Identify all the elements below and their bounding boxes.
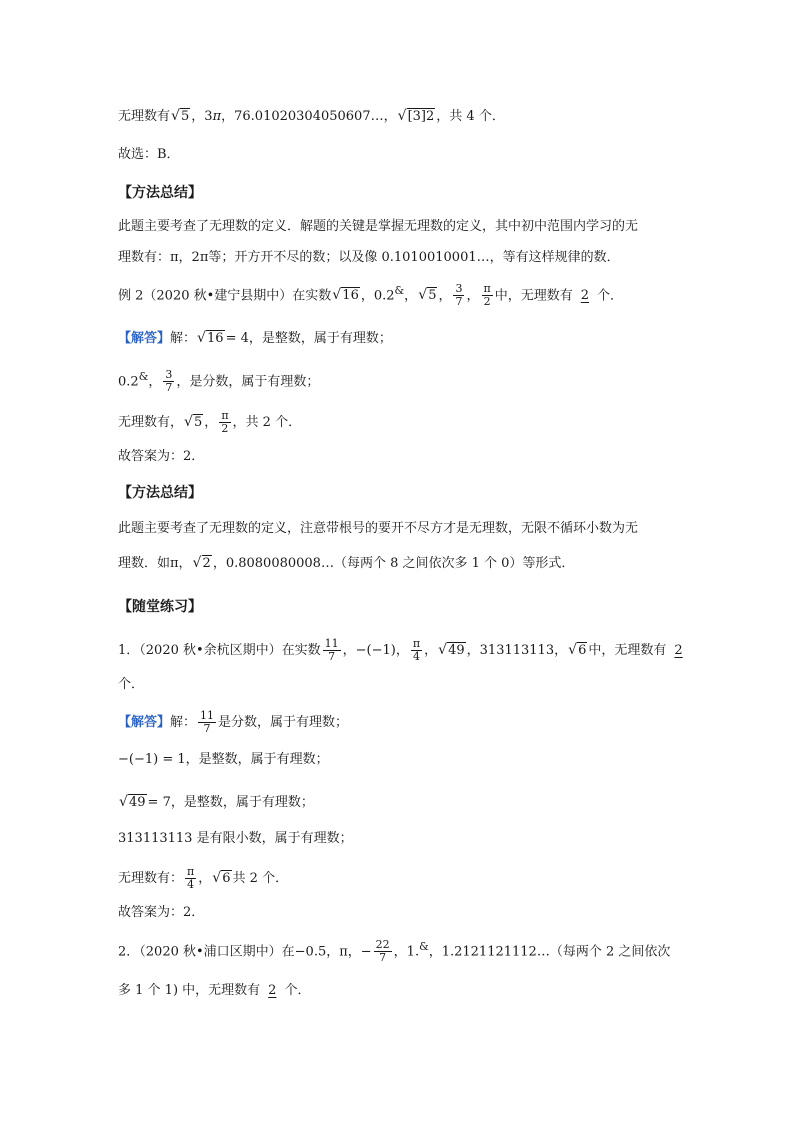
- paragraph-line: 理数有：π，2π等；开方开不尽的数；以及像 0.1010010001…，等有这样规律的数．: [118, 250, 620, 265]
- text: 是分数，属于有理数；: [218, 715, 349, 730]
- practice-question-2: [118, 938, 670, 964]
- solution-line: [118, 710, 348, 735]
- fraction: $\frac{\pi}{4}$: [187, 865, 195, 891]
- text: 无理数有，: [118, 415, 184, 430]
- sqrt-5: √ 5: [418, 287, 437, 305]
- sqrt-6: √ 6: [568, 642, 587, 660]
- section-heading-method-summary: 【方法总结】: [118, 185, 202, 201]
- section-heading-method-summary: 【方法总结】: [118, 485, 202, 501]
- solution-answer: 故答案为：2．: [118, 905, 205, 920]
- text: ，: [404, 288, 418, 304]
- fraction: $\frac{11}{7}$: [200, 709, 215, 735]
- sqrt-16: √ 16: [332, 287, 360, 305]
- text: 共 2 个．: [232, 871, 289, 886]
- sqrt-49: √ 49: [438, 642, 466, 660]
- practice-question-1: [118, 638, 691, 663]
- repeating-dot: &: [419, 940, 429, 953]
- text: ，−(−1)，: [342, 643, 409, 658]
- sqrt-49: √ 49: [119, 794, 147, 812]
- sqrt-2: √ 2: [193, 555, 212, 573]
- answer-blank: 2: [580, 288, 590, 304]
- fraction: $\frac{3}{7}$: [455, 282, 463, 309]
- solution-line: [118, 410, 301, 435]
- answer-blank: 2: [268, 983, 277, 998]
- text: ，共 4 个．: [436, 109, 505, 124]
- text: 2．（2020 秋•浦口区期中）在−0.5，π，−: [118, 944, 372, 960]
- text: ，: [438, 288, 452, 304]
- paragraph-line: 此题主要考查了无理数的定义．解题的关键是掌握无理数的定义，其中初中范围内学习的无: [118, 219, 639, 234]
- text: 多 1 个 1) 中，无理数有: [118, 983, 261, 998]
- paragraph-line: [118, 555, 574, 573]
- text: ，1.2121121112…（每两个 2 之间依次: [428, 944, 671, 960]
- text: = 4，是整数，属于有理数；: [225, 331, 392, 346]
- example-2-question: [118, 282, 623, 308]
- fraction: $\frac{\pi}{2}$: [483, 282, 491, 309]
- solution-answer: 故答案为：2．: [118, 449, 205, 464]
- cube-root: √ [3]2: [398, 108, 436, 126]
- text: 1．（2020 秋•余杭区期中）在实数: [118, 643, 321, 658]
- text: 解：: [170, 331, 197, 346]
- text: 无理数有：: [118, 871, 184, 886]
- text: 0.2: [118, 374, 139, 390]
- text: ，: [198, 871, 212, 886]
- section-heading-practice: 【随堂练习】: [118, 599, 202, 615]
- text: ，: [424, 643, 438, 658]
- text: 个．: [284, 983, 311, 998]
- repeating-dot: &: [394, 284, 405, 297]
- text: 解：: [170, 715, 197, 730]
- pi-symbol: π: [212, 109, 222, 124]
- solution-line: [118, 330, 392, 348]
- sqrt-6: √ 6: [212, 870, 231, 888]
- text: ，是分数，属于有理数；: [176, 374, 320, 390]
- solution-line: [118, 368, 319, 394]
- text: 中，无理数有: [588, 643, 667, 658]
- solution-line: [118, 794, 314, 812]
- text: ，76.01020304050607…，: [221, 109, 397, 124]
- repeating-dot: &: [138, 370, 149, 383]
- text: ，: [466, 288, 480, 304]
- sqrt-16: √ 16: [197, 330, 225, 348]
- text: ，313113113，: [466, 643, 568, 658]
- text: 个．: [597, 288, 624, 304]
- solution-tag: 【解答】: [118, 715, 171, 730]
- answer-blank: 2: [674, 643, 683, 658]
- paragraph-line: 此题主要考查了无理数的定义，注意带根号的要开不尽方才是无理数，无限不循环小数为无: [118, 521, 639, 536]
- sqrt-5: √ 5: [171, 108, 190, 126]
- text: ，: [148, 374, 162, 390]
- text: ，共 2 个．: [232, 415, 302, 430]
- text: ，3: [191, 109, 213, 124]
- text: 例 2（2020 秋•建宁县期中）在实数: [118, 288, 332, 304]
- text: ，0.2: [360, 288, 395, 304]
- practice-question-2-cont: [118, 982, 310, 1000]
- text: 中，无理数有: [494, 288, 573, 304]
- solution-line: −(−1) = 1，是整数，属于有理数；: [118, 752, 329, 767]
- fraction: $\frac{3}{7}$: [165, 368, 173, 395]
- fraction: $\frac{22}{7}$: [375, 938, 390, 965]
- text: 理数．如π，: [118, 556, 192, 571]
- fraction: $\frac{11}{7}$: [324, 637, 339, 663]
- text: ，: [204, 415, 218, 430]
- answer-choice: 故选：B．: [118, 147, 180, 162]
- irrational-summary-line: [118, 108, 505, 126]
- fraction: $\frac{\pi}{4}$: [412, 637, 421, 663]
- text: ，1.: [393, 944, 420, 960]
- text: 无理数有: [118, 109, 171, 124]
- text: = 7，是整数，属于有理数；: [147, 795, 314, 810]
- text: ，0.8080080008…（每两个 8 之间依次多 1 个 0）等形式．: [212, 556, 575, 571]
- solution-tag: 【解答】: [118, 331, 171, 346]
- solution-line: 313113113 是有限小数，属于有理数；: [118, 831, 353, 846]
- practice-question-1-cont: 个．: [118, 677, 145, 692]
- sqrt-5: √ 5: [184, 414, 203, 432]
- solution-line: [118, 866, 288, 891]
- fraction: $\frac{\pi}{2}$: [221, 409, 229, 435]
